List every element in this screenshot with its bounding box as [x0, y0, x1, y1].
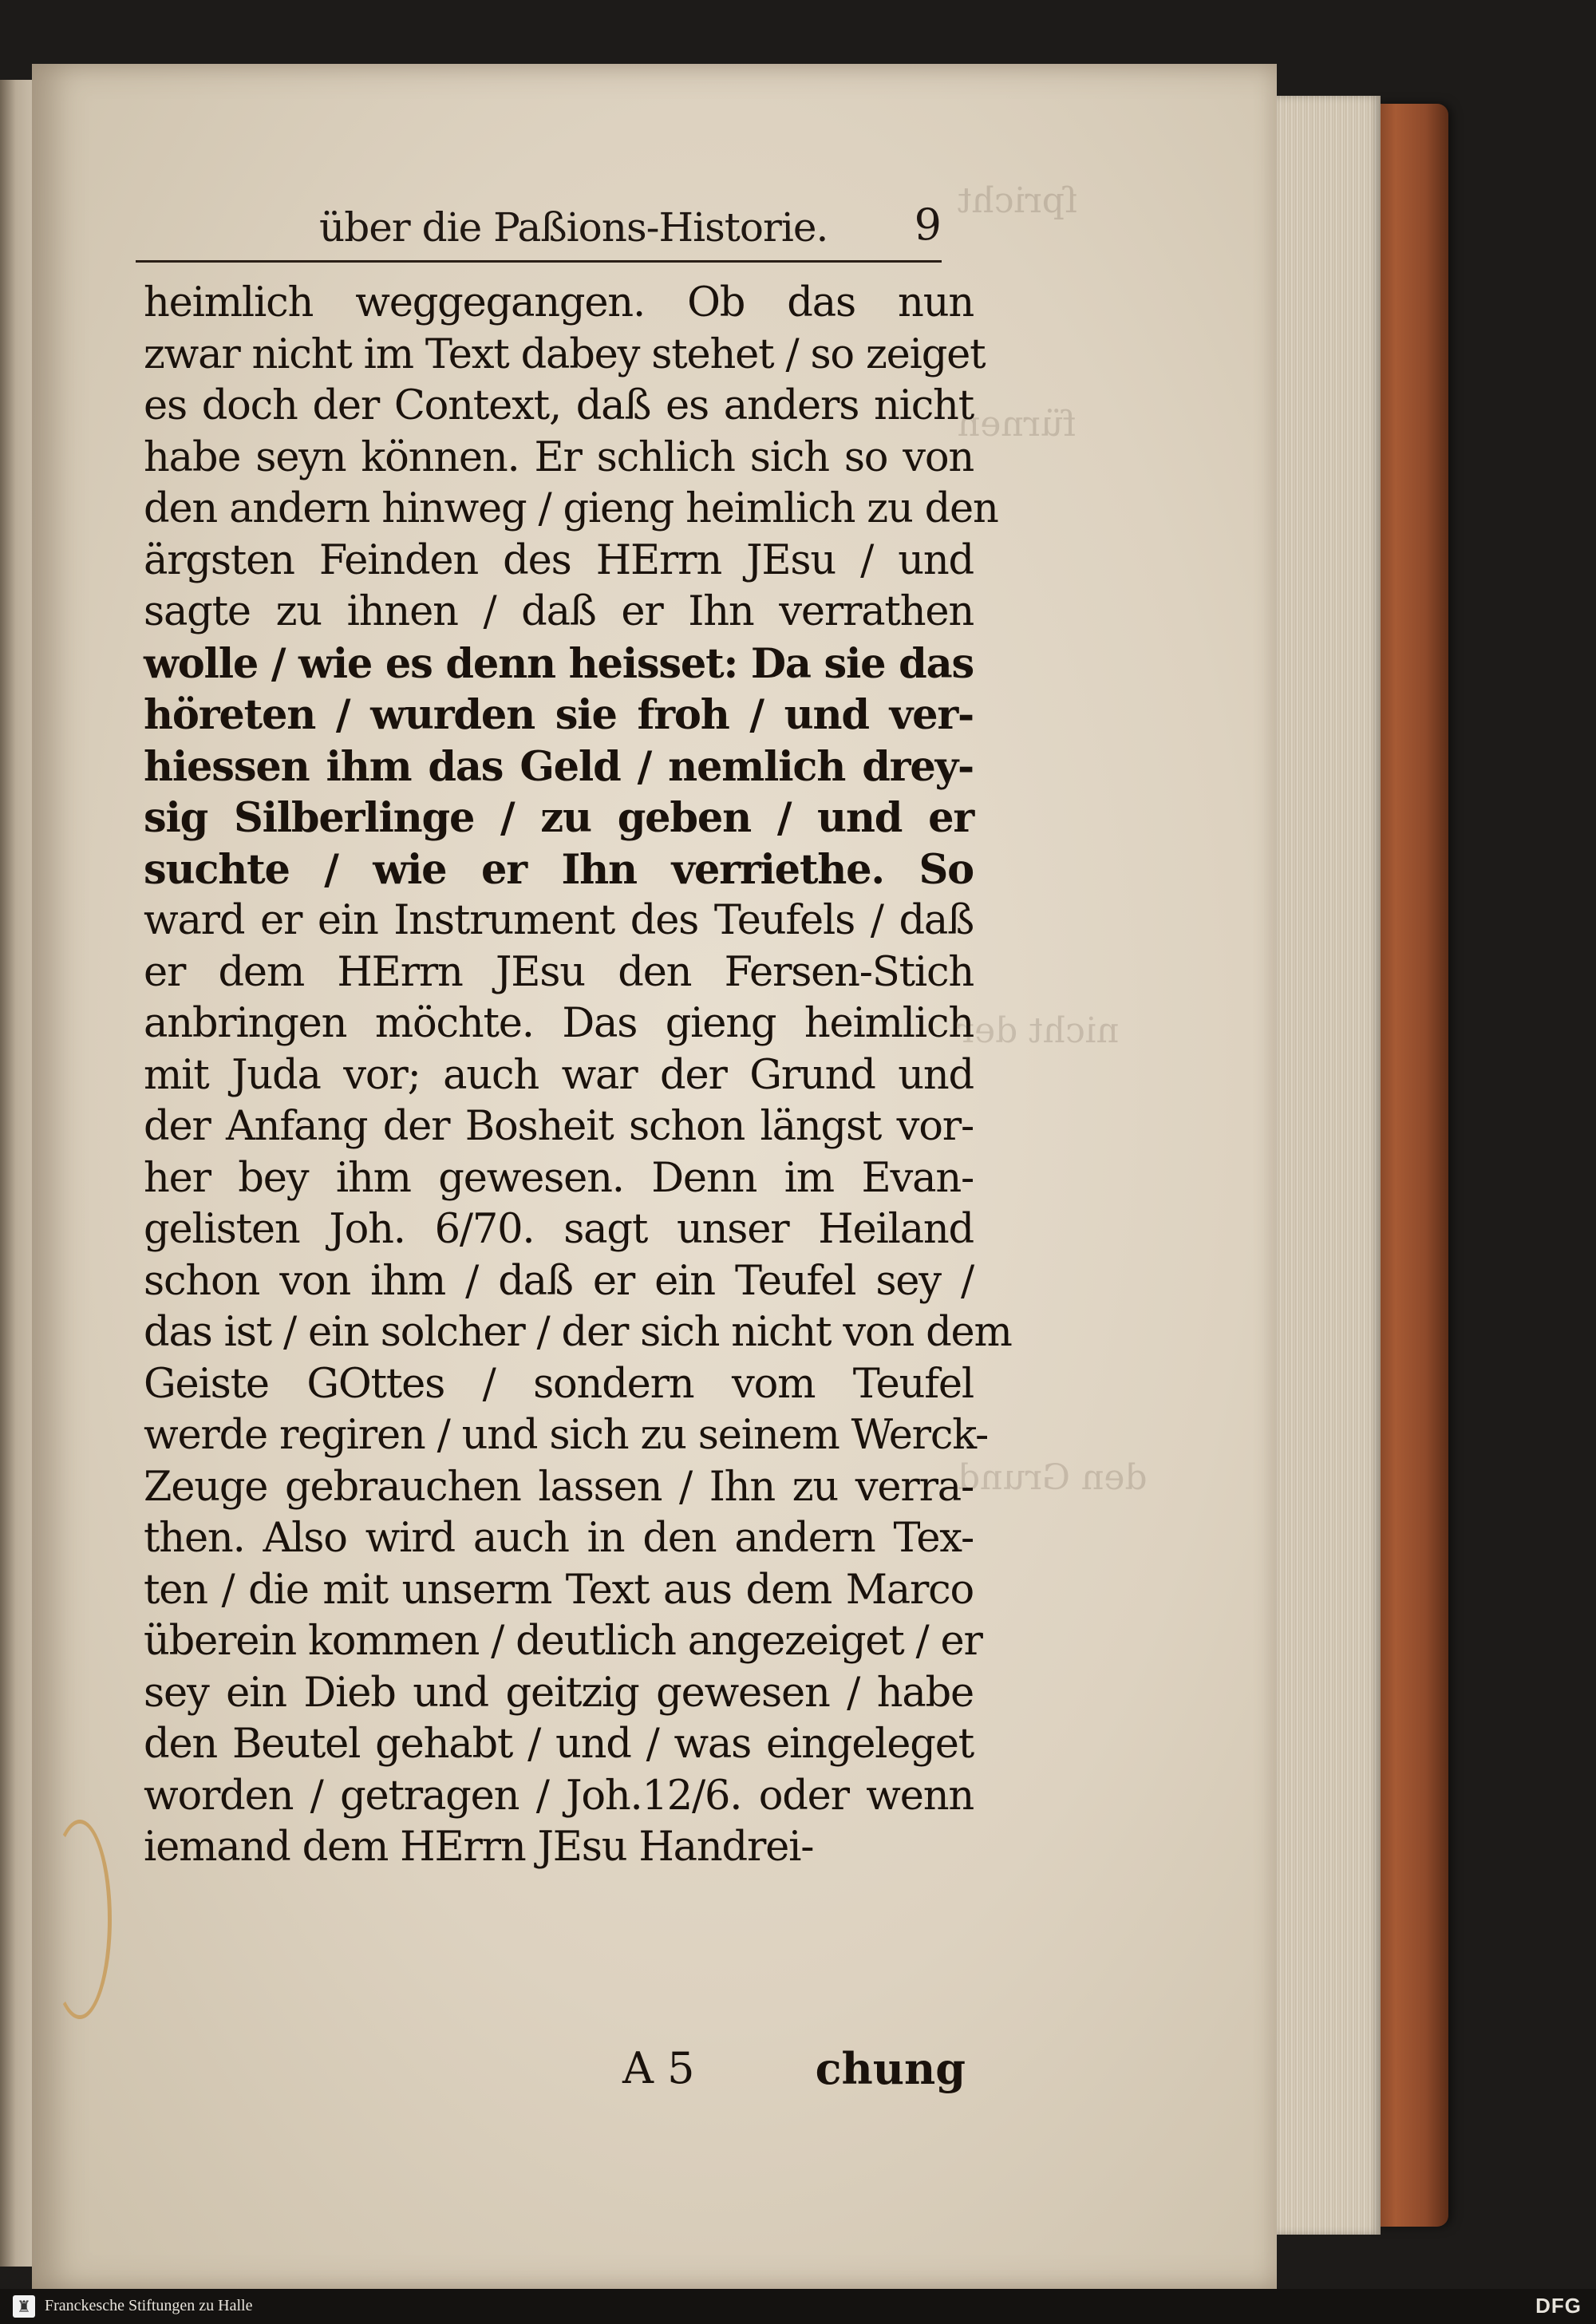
text-line: den andern hinweg / gieng heimlich zu den	[144, 485, 998, 532]
page-header	[120, 200, 950, 271]
text-line: heimlich weggegangen. Ob das nun	[144, 279, 974, 326]
text-line: den Beutel gehabt / und / was eingeleget	[144, 1721, 974, 1768]
dfg-logo[interactable]: DFG	[1535, 2294, 1582, 2318]
text-line: sig Silberlinge / zu geben / und er	[144, 794, 974, 842]
text-line: iemand dem HErrn JEsu Handrei-	[144, 1824, 814, 1871]
text-line: er dem HErrn JEsu den Fersen-Stich	[144, 948, 974, 996]
text-line: werde regiren / und sich zu seinem Werck-	[144, 1412, 989, 1459]
book-page	[32, 64, 1277, 2290]
bleed-through-text: den Grund	[958, 1457, 1148, 1498]
text-line: zwar nicht im Text dabey stehet / so zeiget	[144, 330, 986, 378]
bleed-through-text: nicht der	[958, 1010, 1120, 1051]
bleed-through-text: fürnen	[958, 404, 1077, 445]
institution-name[interactable]: Franckesche Stiftungen zu Halle	[45, 2297, 253, 2314]
text-line: das ist / ein solcher / der sich nicht von dem	[144, 1309, 1012, 1356]
text-line: ward er ein Instrument des Teufels / daß	[144, 897, 974, 944]
text-line: her bey ihm gewesen. Denn im Evan-	[144, 1154, 974, 1202]
catchword: chung	[815, 2043, 966, 2094]
text-line: der Anfang der Bosheit schon längst vor-	[144, 1103, 974, 1150]
running-title: über die Paßions-Historie.	[319, 204, 828, 251]
bleed-through-text: ſpricht	[958, 180, 1078, 221]
text-line: höreten / wurden sie froh / und ver-	[144, 691, 974, 739]
text-line: ärgsten Feinden des HErrn JEsu / und	[144, 536, 974, 584]
page-number: 9	[914, 200, 942, 250]
text-line: suchte / wie er Ihn verriethe. So	[144, 845, 974, 894]
text-line: Geiste GOttes / sondern vom Teufel	[144, 1360, 974, 1408]
viewer-footer	[0, 2289, 1596, 2324]
header-rule	[136, 260, 942, 263]
text-line: schon von ihm / daß er ein Teufel sey /	[144, 1257, 974, 1305]
text-line: sey ein Dieb und geitzig gewesen / habe	[144, 1669, 974, 1717]
text-line: überein kommen / deutlich angezeiget / er	[144, 1618, 982, 1665]
text-line: wolle / wie es denn heisset: Da sie das	[144, 639, 974, 688]
text-line: anbringen möchte. Das gieng heimlich	[144, 1000, 974, 1047]
body-text	[144, 278, 1012, 1874]
text-line: Zeuge gebrauchen lassen / Ihn zu verra-	[144, 1463, 974, 1511]
text-line: habe seyn können. Er schlich sich so von	[144, 433, 974, 481]
text-line: mit Juda vor; auch war der Grund und	[144, 1051, 974, 1099]
text-line: ten / die mit unserm Text aus dem Marco	[144, 1566, 974, 1614]
text-line: sagte zu ihnen / daß er Ihn verrathen	[144, 588, 974, 635]
catch-row	[144, 2043, 974, 2107]
binding-string	[48, 1820, 112, 2019]
text-line: worden / getragen / Joh.12/6. oder wenn	[144, 1772, 974, 1820]
signature-mark: A 5	[622, 2043, 695, 2093]
text-line: gelisten Joh. 6/70. sagt unser Heiland	[144, 1206, 974, 1253]
text-line: then. Also wird auch in den andern Tex-	[144, 1515, 974, 1562]
book-cover	[1373, 104, 1448, 2227]
text-line: es doch der Context, daß es anders nicht	[144, 382, 974, 429]
institution-logo-icon[interactable]: ♜	[13, 2295, 35, 2318]
text-line: hiessen ihm das Geld / nemlich drey-	[144, 742, 974, 791]
book-spread	[0, 64, 1452, 2282]
